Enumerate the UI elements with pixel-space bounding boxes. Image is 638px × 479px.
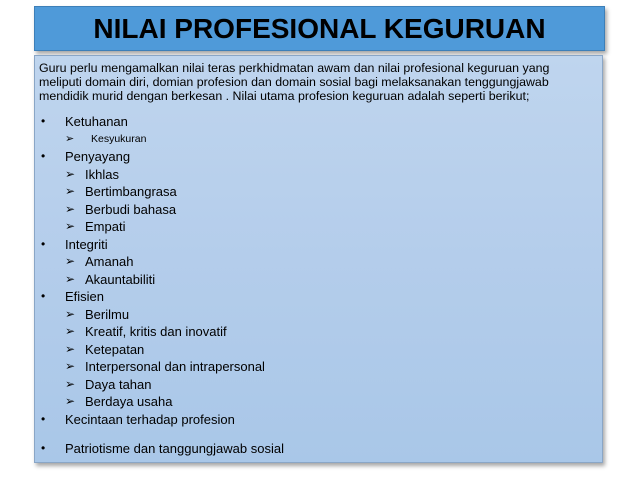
value-label: Integriti xyxy=(65,236,108,252)
arrow-bullet-icon: ➢ xyxy=(65,219,76,233)
sub-label: Ketepatan xyxy=(85,341,145,357)
content-box xyxy=(34,55,603,463)
bullet-icon: • xyxy=(41,236,46,251)
arrow-bullet-icon: ➢ xyxy=(65,271,76,286)
list-item xyxy=(39,440,598,458)
sub-item xyxy=(39,201,598,219)
sub-label: Kreatif, kritis dan inovatif xyxy=(85,324,227,339)
sub-label: Berdaya usaha xyxy=(85,394,173,409)
sub-item xyxy=(39,341,598,359)
arrow-bullet-icon: ➢ xyxy=(65,132,75,145)
bullet-icon: • xyxy=(41,411,46,426)
slide-title: NILAI PROFESIONAL KEGURUAN xyxy=(93,12,546,44)
list-item xyxy=(39,288,598,306)
intro-line: mendidik murid dengan berkesan . Nilai utama profesion keguruan adalah seperti berikut; xyxy=(39,89,530,103)
title-box xyxy=(34,6,605,51)
values-list xyxy=(39,113,598,458)
sub-label: Daya tahan xyxy=(85,376,152,392)
intro-line: Guru perlu mengamalkan nilai teras perkhidmatan awam dan nilai profesional keguruan yang xyxy=(39,61,550,75)
value-label: Patriotisme dan tanggungjawab sosial xyxy=(65,441,284,456)
list-item xyxy=(39,148,598,166)
arrow-bullet-icon: ➢ xyxy=(65,254,76,268)
sub-item xyxy=(39,358,598,376)
bullet-icon: • xyxy=(41,114,46,128)
sub-item xyxy=(39,183,598,201)
arrow-bullet-icon: ➢ xyxy=(65,359,76,373)
bullet-icon: • xyxy=(41,289,46,303)
sub-label: Amanah xyxy=(85,254,134,269)
sub-label: Empati xyxy=(85,219,126,234)
sub-item xyxy=(39,393,598,411)
sub-item xyxy=(39,166,598,184)
sub-item xyxy=(39,218,598,236)
sub-label: Berbudi bahasa xyxy=(85,201,177,217)
arrow-bullet-icon: ➢ xyxy=(65,324,76,338)
bullet-icon: • xyxy=(41,441,46,455)
list-spacer xyxy=(39,428,598,440)
arrow-bullet-icon: ➢ xyxy=(65,376,76,391)
value-label: Ketuhanan xyxy=(65,114,128,129)
sub-label: Interpersonal dan intrapersonal xyxy=(85,359,265,374)
sub-item xyxy=(39,323,598,341)
value-label: Penyayang xyxy=(65,149,131,164)
arrow-bullet-icon: ➢ xyxy=(65,306,76,321)
sub-item xyxy=(39,271,598,289)
arrow-bullet-icon: ➢ xyxy=(65,201,76,216)
intro-line: meliputi domain diri, domian profesion dan domain sosial bagi melaksanakan tenggungjawab xyxy=(39,75,549,89)
intro-paragraph xyxy=(39,61,598,103)
sub-label: Kesyukuran xyxy=(91,132,147,145)
sub-item xyxy=(39,253,598,271)
sub-label: Berilmu xyxy=(85,306,130,322)
sub-item xyxy=(39,376,598,394)
sub-label: Ikhlas xyxy=(85,166,119,182)
bullet-icon: • xyxy=(41,149,46,163)
value-label: Kecintaan terhadap profesion xyxy=(65,411,235,427)
list-item xyxy=(39,411,598,429)
value-label: Efisien xyxy=(65,289,105,304)
sub-item xyxy=(39,306,598,324)
list-item xyxy=(39,113,598,131)
arrow-bullet-icon: ➢ xyxy=(65,166,76,181)
sub-label: Akauntabiliti xyxy=(85,271,156,287)
arrow-bullet-icon: ➢ xyxy=(65,394,76,408)
arrow-bullet-icon: ➢ xyxy=(65,184,76,198)
list-item xyxy=(39,236,598,254)
sub-item xyxy=(39,131,598,149)
arrow-bullet-icon: ➢ xyxy=(65,341,76,356)
sub-label: Bertimbangrasa xyxy=(85,184,177,199)
